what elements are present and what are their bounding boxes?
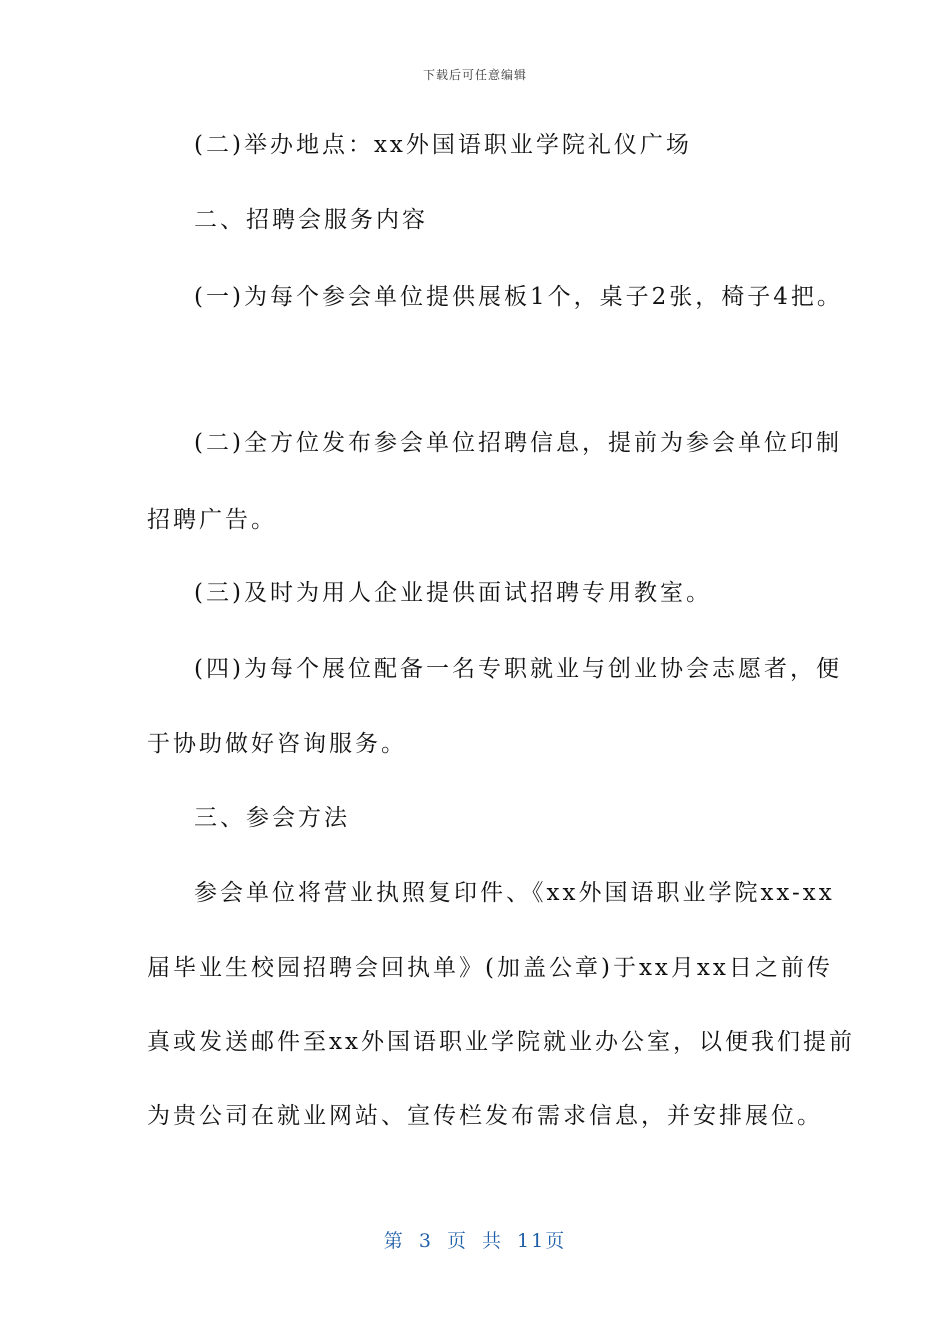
paragraph-line: 为贵公司在就业网站、宣传栏发布需求信息，并安排展位。 (147, 1103, 823, 1129)
section-heading: 三、参会方法 (194, 805, 350, 831)
paragraph-line: 参会单位将营业执照复印件、《xx外国语职业学院xx-xx (194, 880, 835, 906)
paragraph-line: 届毕业生校园招聘会回执单》(加盖公章)于xx月xx日之前传 (147, 955, 833, 981)
paragraph-line: (二)全方位发布参会单位招聘信息，提前为参会单位印制 (194, 430, 842, 456)
paragraph-line: (四)为每个展位配备一名专职就业与创业协会志愿者，便 (194, 656, 842, 682)
page-header: 下载后可任意编辑 (422, 68, 527, 82)
paragraph-line: (二)举办地点：xx外国语职业学院礼仪广场 (194, 132, 692, 158)
paragraph-line: 真或发送邮件至xx外国语职业学院就业办公室，以便我们提前 (147, 1029, 855, 1055)
page-footer: 第 3 页 共 11页 (383, 1230, 567, 1252)
paragraph-line: (一)为每个参会单位提供展板1个，桌子2张，椅子4把。 (194, 284, 843, 310)
paragraph-line: (三)及时为用人企业提供面试招聘专用教室。 (194, 580, 712, 606)
paragraph-line: 招聘广告。 (147, 507, 277, 533)
paragraph-line: 于协助做好咨询服务。 (147, 731, 407, 757)
section-heading: 二、招聘会服务内容 (194, 207, 428, 233)
